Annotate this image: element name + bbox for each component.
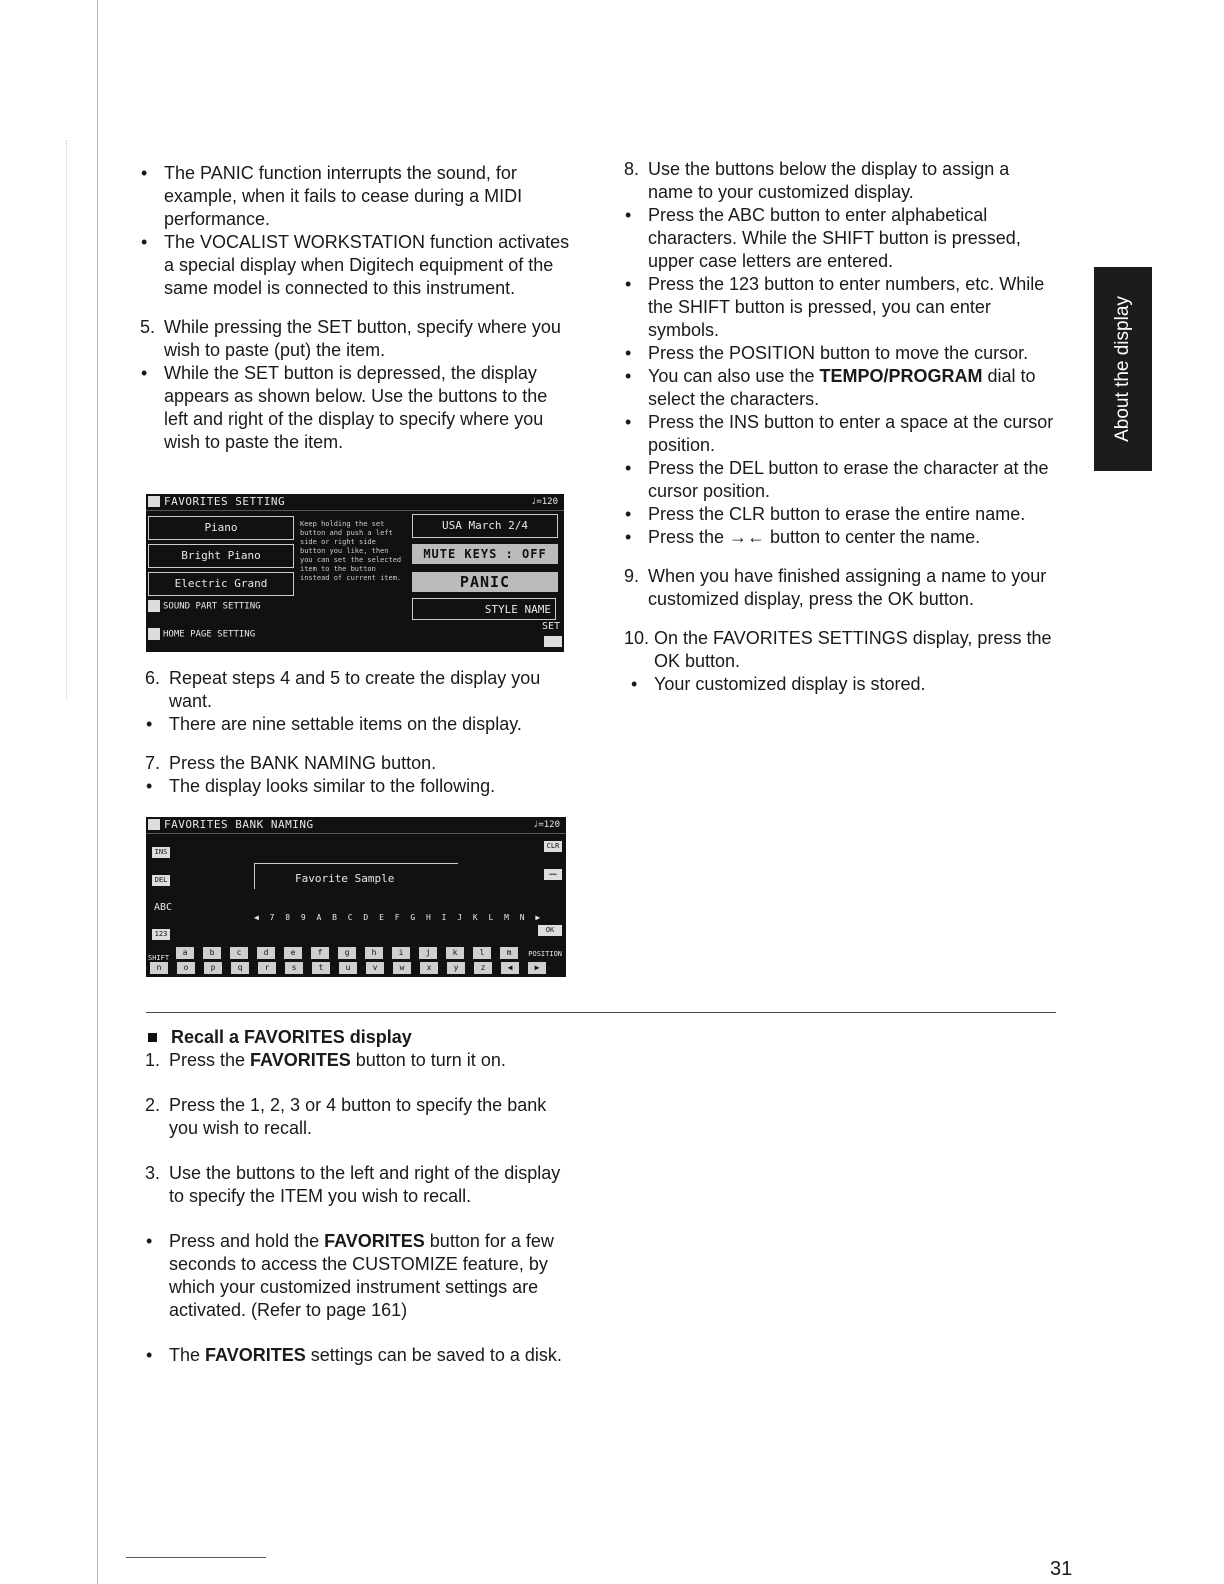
step-6 — [145, 667, 575, 713]
text: Press the — [169, 1050, 251, 1070]
section-side-tab — [1094, 267, 1152, 471]
step-text: Press the 1, 2, 3 or 4 button to specify the bank you wish to recall. — [169, 1095, 547, 1138]
center-button: →← — [544, 869, 562, 880]
text: dial to select the characters. — [648, 366, 1036, 409]
key-5: e — [284, 947, 302, 959]
key-12: y — [447, 962, 465, 974]
key-13: m — [500, 947, 518, 959]
key-13: z — [474, 962, 492, 974]
key-6: s — [285, 962, 303, 974]
bold-text: TEMPO/PROGRAM — [819, 366, 983, 386]
bold-text: FAVORITES — [205, 1345, 306, 1365]
key-1: a — [176, 947, 194, 959]
num-button: 123 — [152, 929, 170, 940]
home-page-label: HOME PAGE SETTING — [163, 629, 256, 640]
display-title: FAVORITES BANK NAMING — [146, 817, 566, 834]
item-electric-grand: Electric Grand — [148, 572, 294, 596]
key-2: b — [203, 947, 221, 959]
bold-text: FAVORITES — [324, 1231, 425, 1251]
bullet-123: • Press the 123 button to enter numbers, etc. While the SHIFT button is pressed, you can enter symbols. — [624, 273, 1054, 342]
abc-button: ABC — [154, 902, 173, 913]
sound-part-setting — [148, 600, 268, 612]
bullet-list-top — [140, 162, 570, 300]
step-10-bullets — [624, 673, 1054, 696]
bullet-tempo-dial — [624, 365, 1054, 411]
text: button for a few seconds to access the CUSTOMIZE feature, by which your customized instrument settings are activated. (Refer to page 161) — [169, 1231, 554, 1320]
margin-dots — [66, 140, 68, 700]
bullet-abc: • Press the ABC button to enter alphabetical characters. While the SHIFT button is pressed, upper case letters are entered. — [624, 204, 1054, 273]
step-5 — [140, 316, 570, 362]
key-9: v — [366, 962, 384, 974]
text: Press and hold the — [169, 1231, 325, 1251]
favorites-setting-display — [146, 494, 564, 652]
footer-line — [126, 1557, 266, 1558]
left-column — [140, 162, 570, 454]
item-bright-piano: Bright Piano — [148, 544, 294, 568]
bullet-save-disk — [145, 1344, 575, 1367]
key-12: l — [473, 947, 491, 959]
key-7: t — [312, 962, 330, 974]
step-10 — [624, 627, 1054, 673]
item-usa-march: USA March 2/4 — [412, 514, 558, 538]
step-number: 9. — [624, 566, 640, 586]
instruction-note: Keep holding the set button and push a left side or right side button you like, then you can set the selected item to the button instead of current item. — [300, 520, 402, 582]
step-text: On the FAVORITES SETTINGS display, press the OK button. — [654, 628, 1052, 671]
bullet-customize — [145, 1230, 575, 1322]
set-button-icon — [544, 636, 562, 647]
del-button: DEL — [152, 875, 170, 886]
bullet-ins: • Press the INS button to enter a space at the cursor position. — [624, 411, 1054, 457]
bullet-set: • While the SET button is depressed, the display appears as shown below. Use the buttons to the left and right of the display to specify where you wish to paste the item. — [140, 362, 570, 454]
recall-step-2 — [145, 1094, 575, 1140]
key-15: ▶ — [528, 962, 546, 974]
home-page-icon — [148, 628, 160, 640]
tempo-readout: ♩=120 — [532, 820, 560, 830]
step-text: Press the BANK NAMING button. — [169, 753, 437, 773]
key-4: q — [231, 962, 249, 974]
display-title: FAVORITES SETTING — [146, 494, 564, 511]
recall-section — [145, 1026, 575, 1367]
step-number: 5. — [140, 317, 156, 337]
page-number: 31 — [1050, 1558, 1073, 1580]
key-10: w — [393, 962, 411, 974]
step-7-bullets — [145, 775, 575, 798]
right-column — [624, 158, 1054, 696]
bank-naming-display — [146, 817, 566, 977]
sound-part-icon — [148, 600, 160, 612]
panic-item: PANIC — [412, 572, 558, 592]
step-number: 7. — [145, 753, 161, 773]
recall-bullets — [145, 1230, 575, 1367]
sound-part-label: SOUND PART SETTING — [163, 601, 261, 612]
text: button to turn it on. — [350, 1050, 506, 1070]
key-14: ◀ — [501, 962, 519, 974]
key-1: n — [150, 962, 168, 974]
bullet-del: • Press the DEL button to erase the character at the cursor position. — [624, 457, 1054, 503]
step-8 — [624, 158, 1054, 204]
set-label: SET — [541, 621, 560, 632]
key-2: o — [177, 962, 195, 974]
step-number: 8. — [624, 159, 640, 179]
bullet-panic: • The PANIC function interrupts the sound, for example, when it fails to cease during a MIDI performance. — [140, 162, 570, 231]
step-number: 1. — [145, 1050, 161, 1070]
step-text: While pressing the SET button, specify where you wish to paste (put) the item. — [164, 317, 561, 360]
bullet-position: • Press the POSITION button to move the cursor. — [624, 342, 1054, 365]
key-5: r — [258, 962, 276, 974]
step-text: Use the buttons below the display to assign a name to your customized display. — [648, 159, 1010, 202]
text: settings can be saved to a disk. — [305, 1345, 562, 1365]
ins-button: INS — [152, 847, 170, 858]
step-number: 10. — [624, 628, 650, 648]
section-heading — [145, 1026, 575, 1049]
step-7 — [145, 752, 575, 775]
step-9 — [624, 565, 1054, 611]
bullet-display-similar: • The display looks similar to the following. — [145, 775, 575, 798]
key-3: c — [230, 947, 248, 959]
step-text: When you have finished assigning a name to your customized display, press the OK button. — [648, 566, 1047, 609]
side-tab-label: About the display — [1112, 296, 1133, 442]
text: You can also use the — [648, 366, 820, 386]
heading-text: Recall a FAVORITES display — [171, 1027, 412, 1047]
home-page-setting — [148, 628, 268, 640]
step-number: 6. — [145, 668, 161, 688]
section-divider — [146, 1012, 1056, 1013]
key-10: j — [419, 947, 437, 959]
key-6: f — [311, 947, 329, 959]
text: The — [169, 1345, 206, 1365]
bold-text: FAVORITES — [250, 1050, 351, 1070]
margin-line — [97, 0, 98, 1584]
key-7: g — [338, 947, 356, 959]
bullet-nine-items: • There are nine settable items on the display. — [145, 713, 575, 736]
style-name-item: STYLE NAME — [412, 598, 556, 620]
recall-step-3 — [145, 1162, 575, 1208]
step-number: 2. — [145, 1095, 161, 1115]
bullet-stored: • Your customized display is stored. — [630, 673, 1054, 696]
key-11: k — [446, 947, 464, 959]
step-6-7-block — [145, 667, 575, 798]
recall-step-1 — [145, 1049, 575, 1072]
bullet-vocalist: • The VOCALIST WORKSTATION function activates a special display when Digitech equipment of the same model is connected to this instrument. — [140, 231, 570, 300]
key-9: i — [392, 947, 410, 959]
character-row: ◀ 7 8 9 A B C D E F G H I J K L M N ▶ — [254, 913, 544, 922]
key-11: x — [420, 962, 438, 974]
square-bullet-icon — [148, 1033, 157, 1042]
key-3: p — [204, 962, 222, 974]
shift-label: SHIFT — [148, 954, 170, 962]
position-label: POSITION — [528, 950, 562, 958]
name-field: Favorite Sample — [254, 863, 458, 889]
bullet-center: • Press the →← button to center the name. — [624, 526, 1054, 549]
item-piano: Piano — [148, 516, 294, 540]
ok-button: OK — [538, 925, 562, 936]
clr-button: CLR — [544, 841, 562, 852]
step-5-bullets — [140, 362, 570, 454]
tempo-readout: ♩=120 — [530, 497, 558, 507]
mute-keys-item: MUTE KEYS : OFF — [412, 544, 558, 564]
key-8: h — [365, 947, 383, 959]
step-6-bullets — [145, 713, 575, 736]
step-8-bullets — [624, 204, 1054, 549]
step-text: Use the buttons to the left and right of the display to specify the ITEM you wish to recall. — [169, 1163, 561, 1206]
step-text: Repeat steps 4 and 5 to create the display you want. — [169, 668, 541, 711]
key-8: u — [339, 962, 357, 974]
step-number: 3. — [145, 1163, 161, 1183]
bullet-clr: • Press the CLR button to erase the entire name. — [624, 503, 1054, 526]
key-4: d — [257, 947, 275, 959]
